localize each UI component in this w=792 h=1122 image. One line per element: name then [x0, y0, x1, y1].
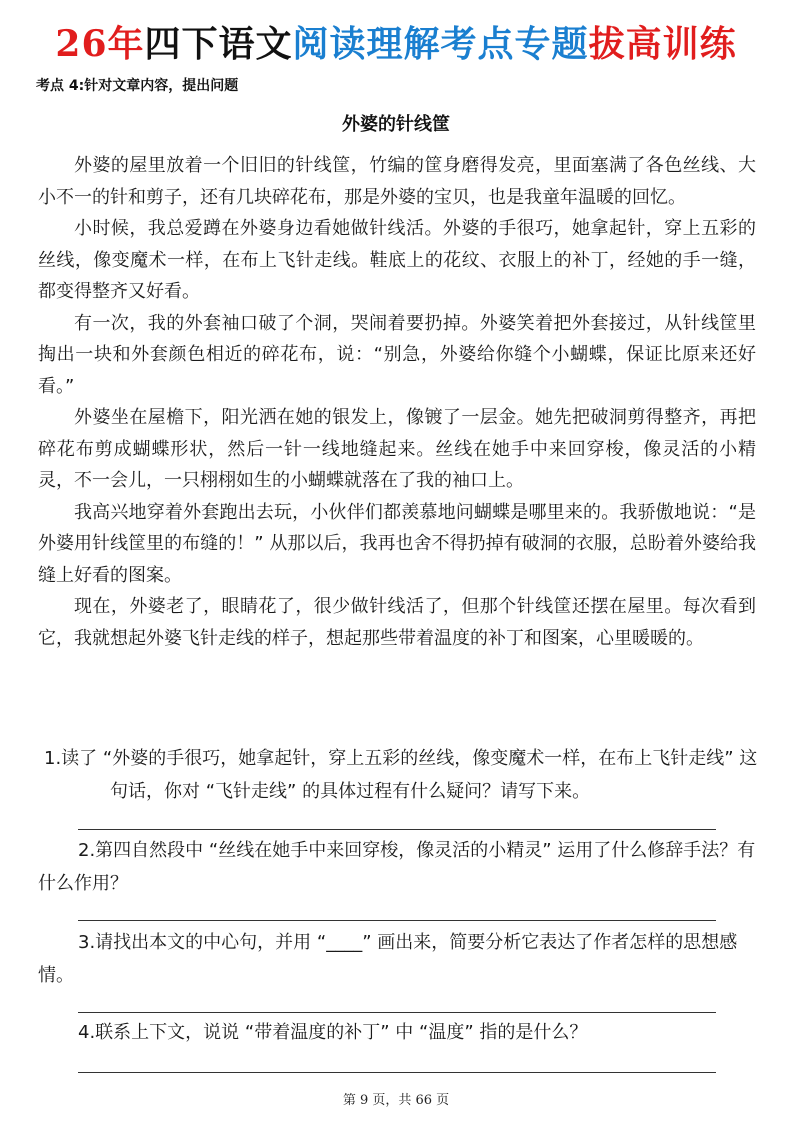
answer-line-4[interactable]	[78, 1072, 716, 1073]
question-3: 3.请找出本文的中心句，并用 “____” 画出来，简要分析它表达了作者怎样的思想感情。	[38, 932, 738, 986]
question-1: 1.读了 “外婆的手很巧，她拿起针，穿上五彩的丝线，像变魔术一样，在布上飞针走线” 这句话，你对 “飞针走线” 的具体过程有什么疑问？请写下来。	[44, 748, 758, 802]
question-2: 2.第四自然段中 “丝线在她手中来回穿梭，像灵活的小精灵” 运用了什么修辞手法？有什么作用？	[38, 840, 756, 894]
article-paragraph-6: 现在，外婆老了，眼睛花了，很少做针线活了，但那个针线筐还摆在屋里。每次看到它，我就想起外婆飞针走线的样子，想起那些带着温度的补丁和图案，心里暖暖的。	[38, 596, 756, 649]
article-paragraph-2: 小时候，我总爱蹲在外婆身边看她做针线活。外婆的手很巧，她拿起针，穿上五彩的丝线，像变魔术一样，在布上飞针走线。鞋底上的花纹、衣服上的补丁，经她的手一缝，都变得整齐又好看。	[38, 218, 756, 302]
banner-training: 拔高训练	[588, 23, 737, 65]
banner-grade-subject: 四下语文	[144, 23, 293, 65]
answer-line-1[interactable]	[78, 829, 716, 830]
article-paragraph-1: 外婆的屋里放着一个旧旧的针线筐，竹编的筐身磨得发亮，里面塞满了各色丝线、大小不一的针和剪子，还有几块碎花布，那是外婆的宝贝，也是我童年温暖的回忆。	[38, 155, 756, 208]
banner-year: 26年	[55, 23, 145, 65]
article-title: 外婆的针线筐	[342, 114, 450, 135]
answer-line-2[interactable]	[78, 920, 716, 921]
worksheet-banner-title	[0, 20, 792, 68]
article-paragraph-3: 有一次，我的外套袖口破了个洞，哭闹着要扔掉。外婆笑着把外套接过，从针线筐里掏出一块和外套颜色相近的碎花布，说：“别急，外婆给你缝个小蝴蝶，保证比原来还好看。”	[38, 312, 756, 397]
article-body	[38, 150, 756, 654]
question-4: 4.联系上下文，说说 “带着温度的补丁” 中 “温度” 指的是什么？	[78, 1022, 588, 1043]
article-paragraph-5: 我高兴地穿着外套跑出去玩，小伙伴们都羡慕地问蝴蝶是哪里来的。我骄傲地说：“是外婆用针线筐里的布缝的！” 从那以后，我再也舍不得扔掉有破洞的衣服，总盼着外婆给我缝上好看的图案。	[38, 501, 756, 586]
page-number-footer: 第 9 页，共 66 页	[342, 1093, 450, 1108]
exam-point-label: 考点 4:针对文章内容，提出问题	[36, 78, 239, 94]
answer-line-3[interactable]	[78, 1012, 716, 1013]
article-paragraph-4: 外婆坐在屋檐下，阳光洒在她的银发上，像镀了一层金。她先把破洞剪得整齐，再把碎花布剪成蝴蝶形状，然后一针一线地缝起来。丝线在她手中来回穿梭，像灵活的小精灵，不一会儿，一只栩栩如生的小蝴蝶就落在了我的袖口上。	[38, 407, 756, 491]
banner-topic: 阅读理解考点专题	[292, 23, 589, 65]
